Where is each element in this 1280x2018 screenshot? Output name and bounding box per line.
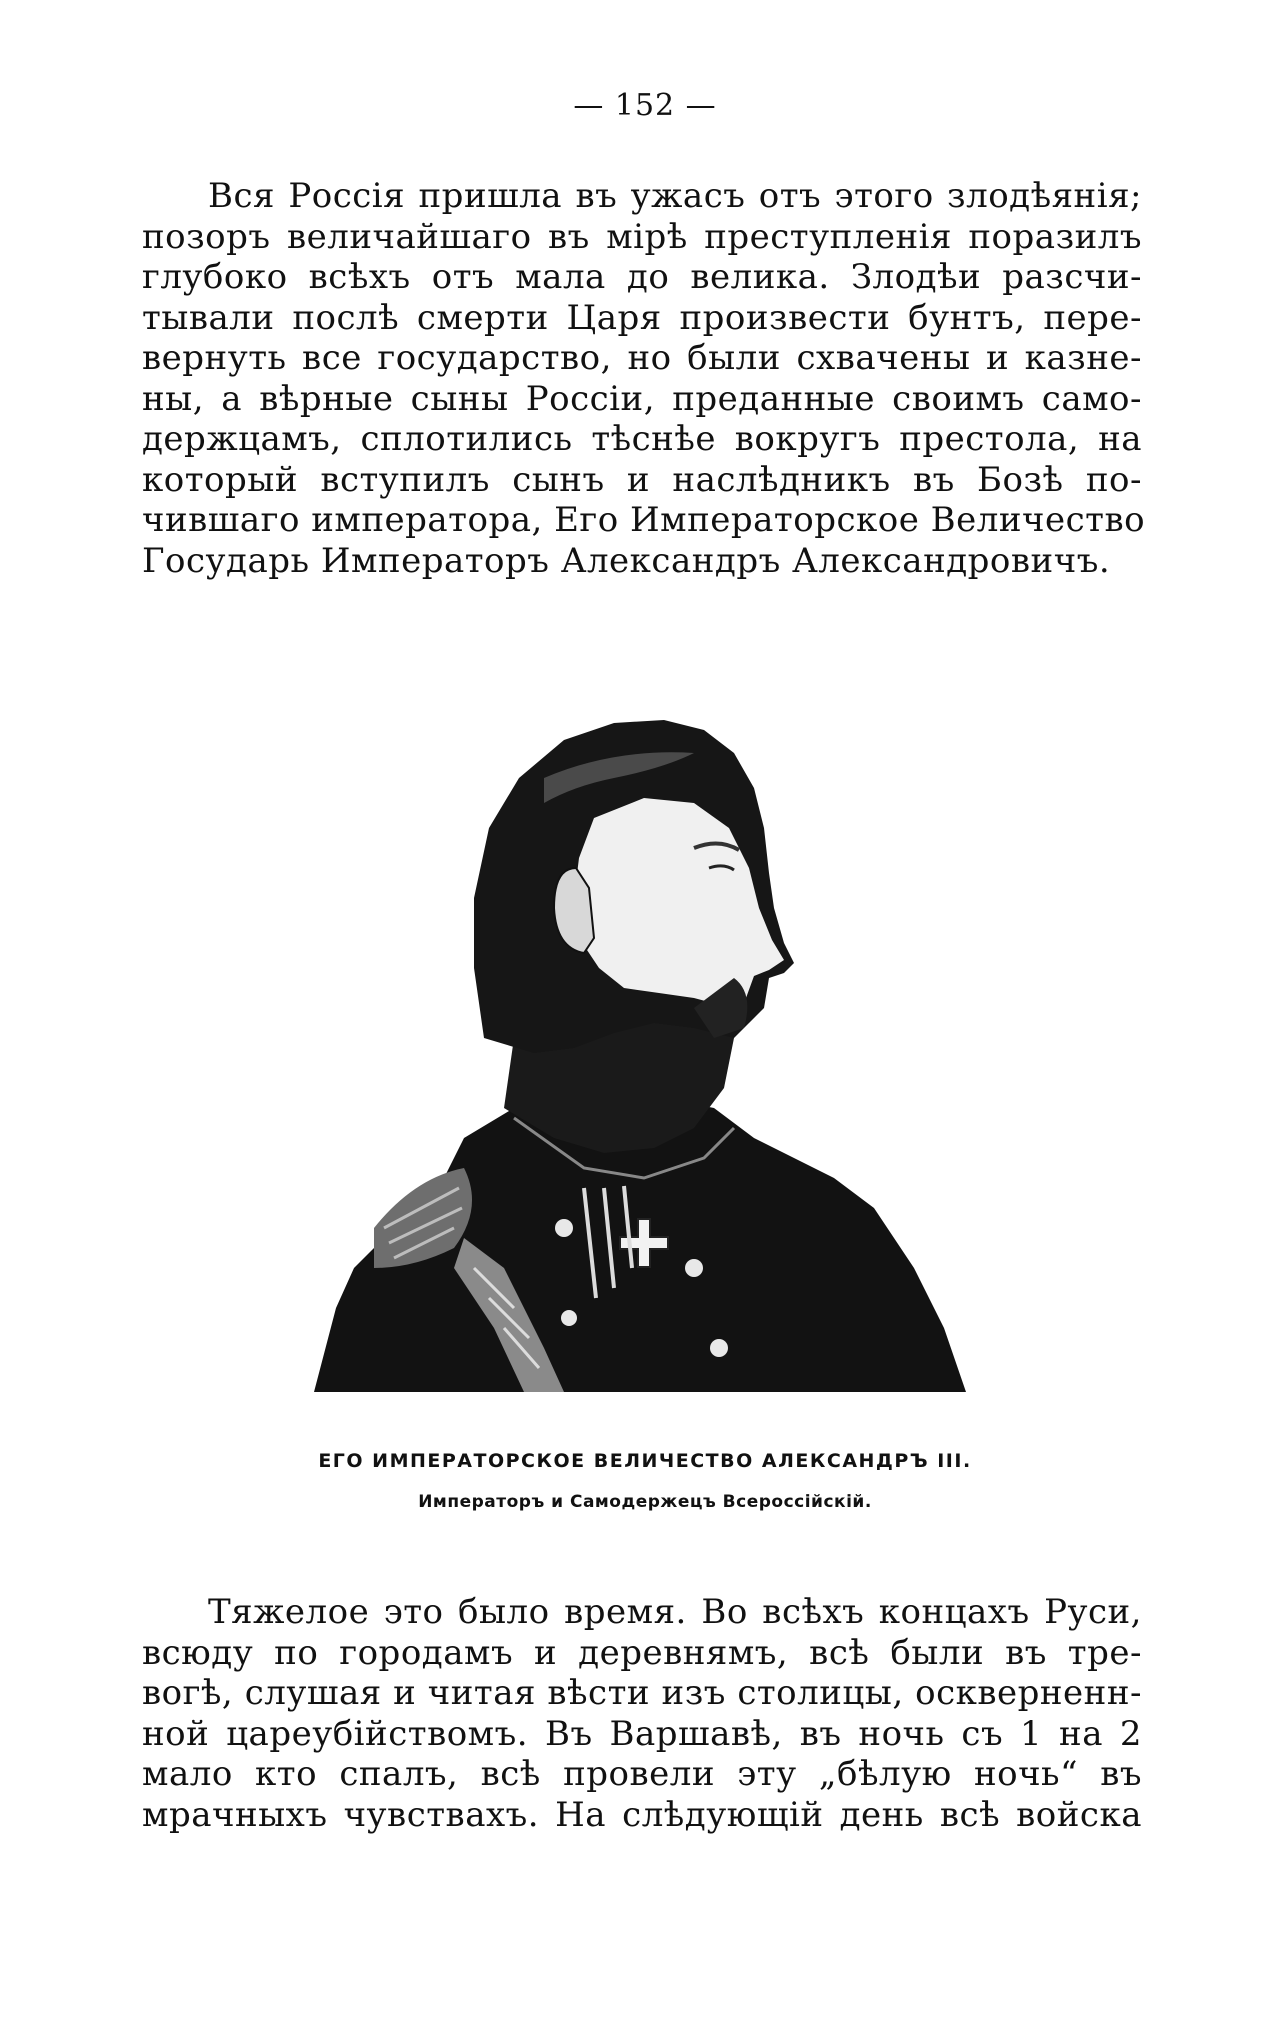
portrait-caption-subtitle: Императоръ и Самодержецъ Всероссійскій. [418,1492,872,1512]
text-line: ной цареубійствомъ. Въ Варшавѣ, въ ночь съ 1 на 2 [142,1713,1142,1754]
portrait-figure [314,720,966,1392]
text-line: держцамъ, сплотились тѣснѣе вокругъ престола, на [142,419,1142,459]
paragraph-top [142,176,1146,581]
text-line: вогѣ, слушая и читая вѣсти изъ столицы, оскверненн- [142,1673,1142,1713]
text-line: позоръ величайшаго въ мірѣ преступленія поразилъ [142,216,1142,257]
text-line: мало кто спалъ, всѣ провели эту „бѣлую ночь“ въ [142,1754,1142,1794]
portrait-illustration [314,708,966,1392]
text-line: тывали послѣ смерти Царя произвести бунтъ, пере- [142,297,1142,338]
text-line: вернуть все государство, но были схвачены и казне- [142,338,1142,378]
text-line: ны, а вѣрные сыны Россіи, преданные своимъ само- [142,378,1142,419]
text-line: Тяжелое это было время. Во всѣхъ концахъ Руси, [208,1592,1142,1632]
text-line: всюду по городамъ и деревнямъ, всѣ были въ тре- [142,1632,1142,1673]
paragraph-bottom [142,1592,1142,1835]
text-line: мрачныхъ чувствахъ. На слѣдующій день всѣ войска [142,1794,1142,1835]
page-number: — 152 — [573,88,717,123]
text-line: Вся Россія пришла въ ужасъ отъ этого злодѣянія; [208,176,1142,216]
text-line: Государь Императоръ Александръ Александровичъ. [142,540,1111,581]
portrait-caption-title: ЕГО ИМПЕРАТОРСКОЕ ВЕЛИЧЕСТВО АЛЕКСАНДРЪ III. [318,1450,972,1472]
text-line: чившаго императора, Его Императорское Величество [142,500,1146,540]
text-line: который вступилъ сынъ и наслѣдникъ въ Бозѣ по- [142,459,1142,500]
text-line: глубоко всѣхъ отъ мала до велика. Злодѣи разсчи- [142,257,1142,297]
